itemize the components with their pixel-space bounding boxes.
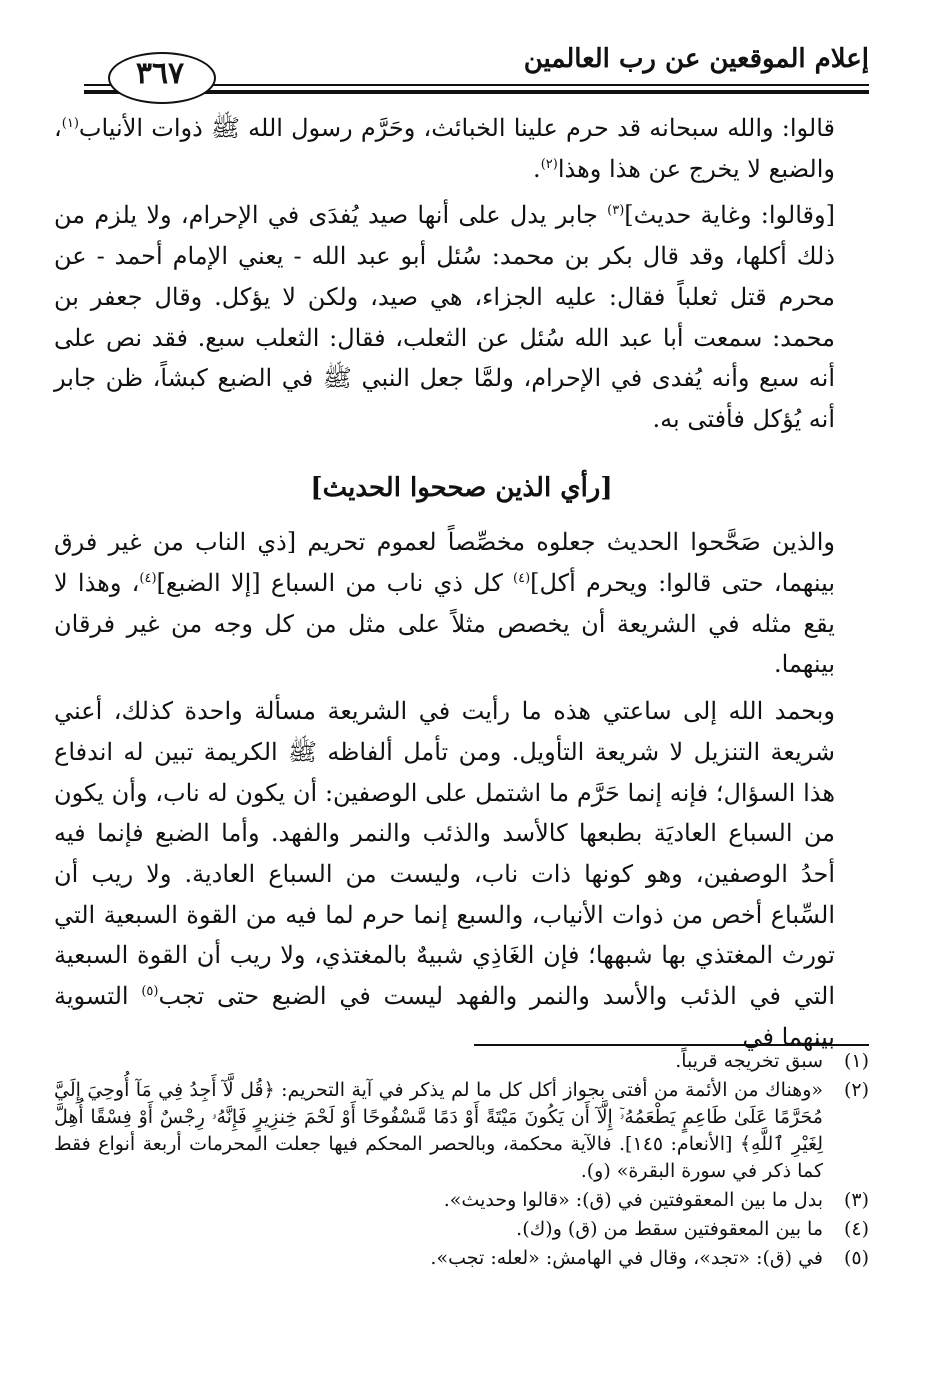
paragraph-3: والذين صَحَّحوا الحديث جعلوه مخصِّصاً لعموم تحريم [ذي الناب من غير فرق بينهما، حتى قالوا: ويحرم أكل]$^{(٤)}$ كل ذي ناب من السباع [إلا الضبع]$^{(٤)}$، وهذا لا يقع مثله في الشريعة أن يخصص مثلاً على مثل من كل وجه من غير فرقان بينهما. [54, 528, 836, 679]
footnotes [54, 1048, 869, 1274]
footnote-item: (٥) في (ق): «تجد»، وقال في الهامش: «لعله: تجب». [430, 1247, 869, 1269]
footnote-ref: (١) [61, 116, 79, 131]
running-title: إعلام الموقعين عن رب العالمين [523, 44, 869, 74]
paragraph-4: وبحمد الله إلى ساعتي هذه ما رأيت في الشريعة مسألة واحدة كذلك، أعني شريعة التنزيل لا شريعة التأويل. ومن تأمل ألفاظه ﷺ الكريمة تبين له اندفاع هذا السؤال؛ فإنه إنما حَرَّم ما اشتمل على الوصفين: أن يكون له ناب، وأن يكون من السباع العاديَة بطبعها كالأسد والذئب والنمر والفهد. وأما الضبع فإنما فيه أحدُ الوصفين، وهو كونها ذات ناب، وليست من السباع العادية. ولا ريب أن السِّباع أخص من ذوات الأنياب، والسبع إنما حرم لما فيه من القوة السبعية التي تورث المغتذي بها شبهها؛ فإن الغَاذِي شبيهٌ بالمغتذي، ولا ريب أن القوة السبعية التي في الذئب والأسد والنمر والفهد ليست في الضبع حتى تجب$^{(٥)}$ التسوية بينهما في [54, 697, 835, 1051]
footnote-item: (٤) ما بين المعقوفتين سقط من (ق) و(ك). [516, 1218, 869, 1240]
footnote-ref: (٤) [513, 571, 531, 587]
paragraph-1: قالوا: والله سبحانه قد حرم علينا الخبائث، وحَرَّم رسول الله ﷺ ذوات الأنياب$^{(١)}$، والضبع لا يخرج عن هذا وهذا$^{(٢)}$. [54, 114, 835, 183]
page-number: ٣٦٧ [135, 56, 185, 91]
section-heading: [رأي الذين صححوا الحديث] [310, 472, 613, 503]
footnote-item: (٣) بدل ما بين المعقوفتين في (ق): «قالوا وحديث». [443, 1189, 869, 1211]
footnote-ref: (٥) [141, 984, 159, 1000]
footnote-item: (٢) «وهناك من الأئمة من أفتى بجواز أكل كل ما لم يذكر في آية التحريم: ﴿قُل لَّآ أَجِدُ فِي مَآ أُوحِيَ إِلَيَّ مُحَرَّمًا عَلَىٰ طَاعِمٍ يَطْعَمُهُۥٓ إِلَّآ أَن يَكُونَ مَيْتَةً أَوْ دَمًا مَّسْفُوحًا أَوْ لَحْمَ خِنزِيرٍ فَإِنَّهُۥ رِجْسٌ أَوْ فِسْقًا أُهِلَّ لِغَيْرِ ٱللَّهِ﴾ [الأنعام: ١٤٥]. فالآية محكمة، وبالحصر المحكم فيها جعلت المحرمات أربعة أنواع فقط كما ذكر في سورة البقرة» (و). [54, 1079, 869, 1182]
paragraph-2: [وقالوا: وغاية حديث]$^{(٣)}$ جابر يدل على أنها صيد يُفدَى في الإحرام، ولا يلزم من ذلك أكلها، وقد قال بكر بن محمد: سُئل أبو عبد الله - يعني الإمام أحمد - عن محرم قتل ثعلباً فقال: عليه الجزاء، هي صيد، ولكن لا يؤكل. وقال جعفر بن محمد: سمعت أبا عبد الله سُئل عن الثعلب، فقال: الثعلب سبع. فقد نص على أنه سبع وأنه يُفدى في الإحرام، ولمَّا جعل النبي ﷺ في الضبع كبشاً، ظن جابر أنه يُؤكل فأفتى به. [54, 201, 836, 433]
footnote-item: (١) سبق تخريجه قريباً. [675, 1050, 869, 1072]
footnote-ref: (٤) [139, 571, 157, 587]
footnote-separator [474, 1044, 869, 1046]
footnote-ref: (٣) [607, 203, 625, 219]
main-text [54, 108, 869, 1063]
footnote-ref: (٢) [540, 156, 558, 172]
